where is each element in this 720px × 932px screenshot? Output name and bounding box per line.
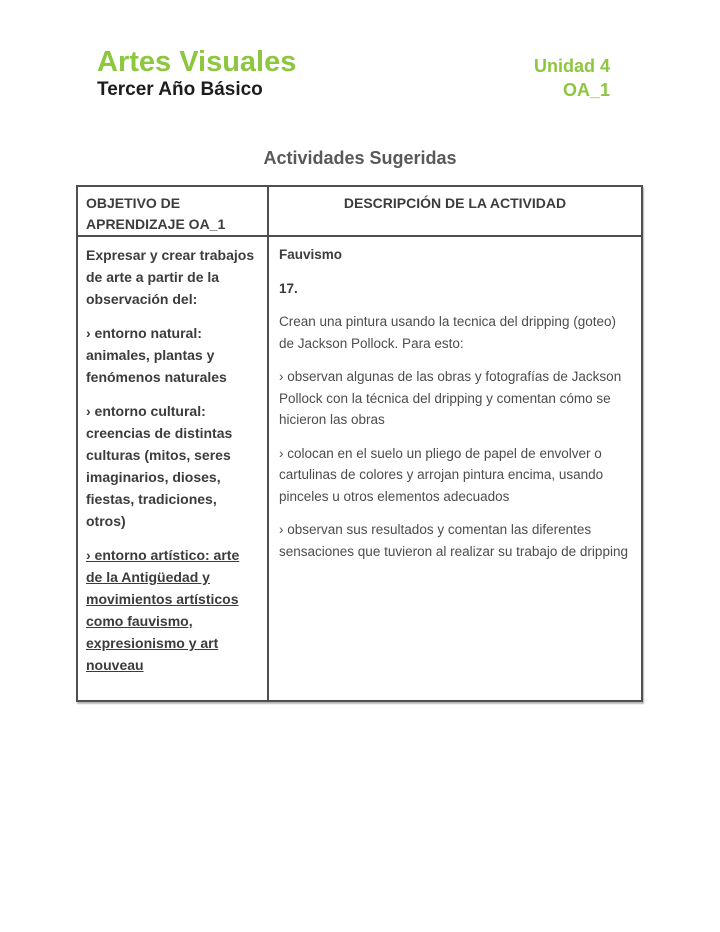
- unit-label: Unidad 4: [533, 56, 610, 76]
- objective-bullet-artistico: › entorno artístico: arte de la Antigüedad y movimientos artísticos como fauvismo, expresionismo y art nouveau: [86, 547, 240, 673]
- document-header: [97, 46, 610, 102]
- objective-intro: Expresar y crear trabajos de arte a partir de la observación del:: [86, 247, 255, 307]
- activity-step-paint: › colocan en el suelo un pliego de papel de envolver o cartulinas de colores y arrojan pintura encima, usando pinceles u otros elementos adecuados: [279, 445, 604, 504]
- table-header-description: DESCRIPCIÓN DE LA ACTIVIDAD: [269, 187, 641, 237]
- activity-cell: [269, 237, 641, 700]
- table-header-objective: OBJETIVO DE APRENDIZAJE OA_1: [78, 187, 269, 237]
- page-title: Artes Visuales: [97, 46, 297, 78]
- activities-table: [76, 185, 643, 702]
- page-subtitle: Tercer Año Básico: [97, 79, 263, 100]
- objective-cell: [78, 237, 269, 700]
- activity-step-discuss: › observan sus resultados y comentan las diferentes sensaciones que tuvieron al realizar su trabajo de dripping: [279, 522, 628, 559]
- section-title: Actividades Sugeridas: [263, 148, 457, 168]
- header-right-block: [534, 46, 610, 102]
- objective-bullet-cultural: › entorno cultural: creencias de distintas culturas (mitos, seres imaginarios, dioses, fiestas, tradiciones, otros): [86, 403, 233, 529]
- objective-bullet-natural: › entorno natural: animales, plantas y fenómenos naturales: [86, 325, 227, 385]
- activity-topic: Fauvismo: [279, 247, 343, 262]
- activity-number: 17.: [279, 280, 298, 296]
- activity-step-observe-works: › observan algunas de las obras y fotografías de Jackson Pollock con la técnica del dripping y comentan cómo se hicieron las obras: [279, 369, 622, 427]
- header-left-block: [97, 46, 296, 102]
- activity-intro: Crean una pintura usando la tecnica del dripping (goteo) de Jackson Pollock. Para esto:: [279, 314, 616, 351]
- oa-label: OA_1: [562, 80, 610, 100]
